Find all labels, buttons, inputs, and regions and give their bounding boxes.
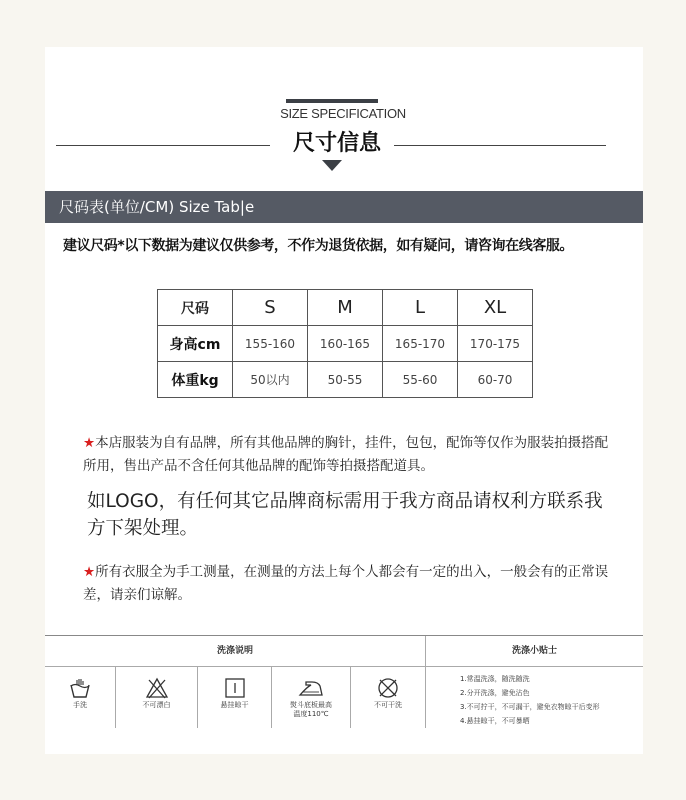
- table-cell: 50以内: [233, 362, 308, 398]
- advice-note: 建议尺码*以下数据为建议仅供参考，不作为退货依据，如有疑问，请咨询在线客服。: [63, 238, 574, 254]
- list-item: 1.常温洗涤，随洗随洗: [460, 675, 530, 683]
- table-row: [158, 362, 533, 398]
- title-accent-bar: [286, 99, 378, 103]
- table-cell: 165-170: [383, 326, 458, 362]
- notice-text: 本店服装为自有品牌，所有其他品牌的胸针，挂件，包包，配饰等仅作为服装拍摄搭配所用，售出产品不含任何其他品牌的配饰等拍摄搭配道具。: [83, 435, 609, 474]
- list-item: 2.分开洗涤，避免沾色: [460, 689, 530, 697]
- list-item: 3.不可拧干，不可漏干，避免衣物晾干后变形: [460, 703, 600, 711]
- notice-text: 所有衣服全为手工测量，在测量的方法上每个人都会有一定的出入，一般会有的正常误差，请亲们谅解。: [83, 564, 609, 603]
- table-cell: 160-165: [308, 326, 383, 362]
- care-item-hang-dry: [198, 667, 271, 728]
- table-header-cell: XL: [458, 290, 533, 326]
- care-label: 熨斗底板最高: [290, 701, 332, 709]
- title-rule-left: [56, 145, 270, 146]
- notice-brand-props: [83, 432, 613, 478]
- wash-tips-title: 洗涤小贴士: [511, 646, 557, 656]
- care-label: 悬挂晾干: [220, 701, 249, 709]
- star-icon: ★: [83, 564, 96, 580]
- table-cell: 身高cm: [158, 326, 233, 362]
- english-title: SIZE SPECIFICATION: [280, 106, 406, 121]
- table-cell: 155-160: [233, 326, 308, 362]
- title-rule-right: [394, 145, 606, 146]
- table-header-cell: 尺码: [158, 290, 233, 326]
- size-table-banner: 尺码表(单位/CM) Size Tab|e: [45, 191, 643, 223]
- star-icon: ★: [83, 435, 96, 451]
- table-cell: 50-55: [308, 362, 383, 398]
- list-item: 4.悬挂晾干，不可暴晒: [460, 717, 530, 725]
- wash-tips-list: [460, 672, 640, 728]
- care-item-iron: [272, 667, 350, 728]
- table-header-cell: L: [383, 290, 458, 326]
- wash-instructions-title: 洗涤说明: [216, 646, 253, 656]
- care-label: 温度110℃: [293, 710, 329, 718]
- hang-dry-icon: [223, 677, 247, 699]
- care-label: 不可漂白: [142, 701, 171, 709]
- care-label: 手洗: [73, 701, 87, 709]
- care-label: 不可干洗: [374, 701, 402, 709]
- care-item-no-dry-clean: [351, 667, 425, 728]
- table-cell: 170-175: [458, 326, 533, 362]
- table-header-cell: S: [233, 290, 308, 326]
- no-bleach-icon: [145, 677, 169, 699]
- care-item-no-bleach: [116, 667, 197, 728]
- no-dry-clean-icon: [376, 677, 400, 699]
- table-header-cell: M: [308, 290, 383, 326]
- care-item-hand-wash: [45, 667, 115, 728]
- table-cell: 60-70: [458, 362, 533, 398]
- care-divider: [425, 636, 426, 728]
- chinese-title: 尺寸信息: [292, 131, 381, 156]
- table-header-row: [158, 290, 533, 326]
- down-triangle-icon: [322, 160, 342, 171]
- notice-measurement: [83, 561, 613, 607]
- size-table: [157, 289, 533, 398]
- notice-logo: 如LOGO，有任何其它品牌商标需用于我方商品请权利方联系我方下架处理。: [87, 491, 603, 539]
- iron-icon: [297, 677, 325, 699]
- table-cell: 体重kg: [158, 362, 233, 398]
- care-section: [45, 635, 643, 728]
- table-cell: 55-60: [383, 362, 458, 398]
- table-row: [158, 326, 533, 362]
- hand-wash-icon: [68, 677, 92, 699]
